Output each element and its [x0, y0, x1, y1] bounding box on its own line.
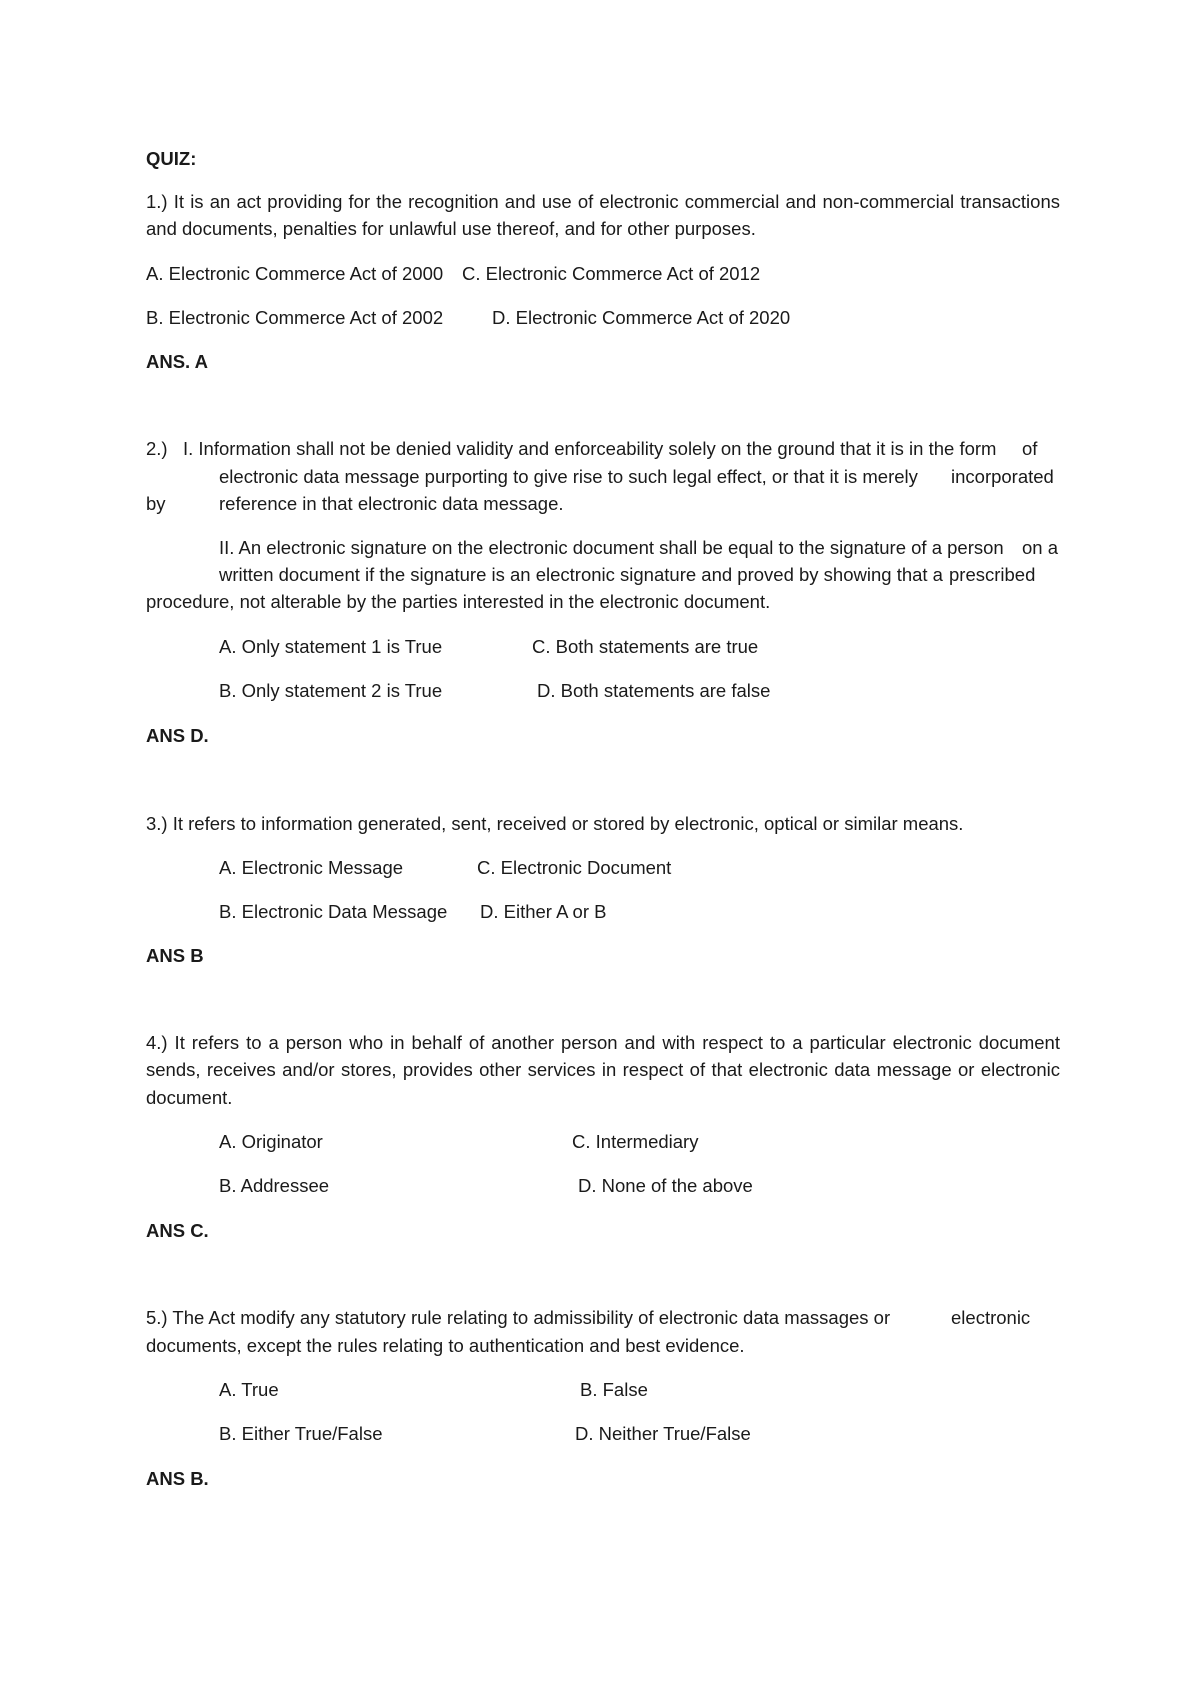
- q4-answer: ANS C.: [146, 1220, 209, 1241]
- q1-option-a: A. Electronic Commerce Act of 2000: [146, 263, 444, 284]
- q2-option-c: C. Both statements are true: [532, 636, 759, 657]
- q4-text-line1: 4.) It refers to a person who in behalf of another person and with respect to a particular electronic document: [146, 1032, 1060, 1053]
- q2-statement2-line1: II. An electronic signature on the electronic document shall be equal to the signature of a person: [219, 537, 1004, 558]
- q3-option-a: A. Electronic Message: [219, 857, 404, 878]
- q3-text-line1: 3.) It refers to information generated, sent, received or stored by electronic, optical or similar means.: [146, 813, 964, 834]
- q5-option-d: D. Neither True/False: [575, 1423, 751, 1444]
- q1-option-b: B. Electronic Commerce Act of 2002: [146, 307, 444, 328]
- q4-option-b: B. Addressee: [219, 1175, 330, 1196]
- q1-text-line2: and documents, penalties for unlawful use thereof, and for other purposes.: [146, 218, 756, 239]
- q5-option-a: A. True: [219, 1379, 279, 1400]
- q2-number: 2.): [146, 438, 168, 459]
- q5-option-b-either: B. Either True/False: [219, 1423, 383, 1444]
- q4-option-a: A. Originator: [219, 1131, 323, 1152]
- q4-option-d: D. None of the above: [578, 1175, 753, 1196]
- q2-statement1-line2: electronic data message purporting to give rise to such legal effect, or that it is merely: [219, 466, 918, 487]
- q2-answer: ANS D.: [146, 725, 209, 746]
- q1-option-d: D. Electronic Commerce Act of 2020: [492, 307, 791, 328]
- q2-statement2-line3: procedure, not alterable by the parties interested in the electronic document.: [146, 591, 771, 612]
- q5-text-line2: documents, except the rules relating to authentication and best evidence.: [146, 1335, 745, 1356]
- q4-option-c: C. Intermediary: [572, 1131, 699, 1152]
- q3-option-d: D. Either A or B: [480, 901, 607, 922]
- q3-option-c: C. Electronic Document: [477, 857, 672, 878]
- q3-option-b: B. Electronic Data Message: [219, 901, 448, 922]
- q4-text-line2: sends, receives and/or stores, provides other services in respect of that electronic data message or electronic: [146, 1059, 1060, 1080]
- q4-text-line3: document.: [146, 1087, 233, 1108]
- q2-statement2-on-a: on a: [1022, 537, 1059, 558]
- q5-text-line1: 5.) The Act modify any statutory rule relating to admissibility of electronic data massages or: [146, 1307, 891, 1328]
- q2-statement2-prescribed: prescribed: [949, 564, 1036, 585]
- q5-option-b-false: B. False: [580, 1379, 648, 1400]
- q5-text-line1-end: electronic: [951, 1307, 1031, 1328]
- q5-answer: ANS B.: [146, 1468, 209, 1489]
- q1-text-line1: 1.) It is an act providing for the recognition and use of electronic commercial and non-commercial transactions: [146, 191, 1060, 212]
- quiz-heading: QUIZ:: [146, 148, 197, 169]
- q2-statement1-of: of: [1022, 438, 1038, 459]
- q2-statement1-line3: reference in that electronic data message.: [219, 493, 564, 514]
- q2-statement1-by: by: [146, 493, 166, 514]
- q2-statement2-line2: written document if the signature is an electronic signature and proved by showing that a: [219, 564, 943, 585]
- q3-answer: ANS B: [146, 945, 204, 966]
- q2-statement1-incorporated: incorporated: [951, 466, 1054, 487]
- q2-option-d: D. Both statements are false: [537, 680, 771, 701]
- q1-answer: ANS. A: [146, 351, 209, 372]
- q1-option-c: C. Electronic Commerce Act of 2012: [462, 263, 761, 284]
- q2-option-a: A. Only statement 1 is True: [219, 636, 443, 657]
- q2-option-b: B. Only statement 2 is True: [219, 680, 443, 701]
- q2-statement1-line1: I. Information shall not be denied validity and enforceability solely on the ground that it is in the form: [183, 438, 997, 459]
